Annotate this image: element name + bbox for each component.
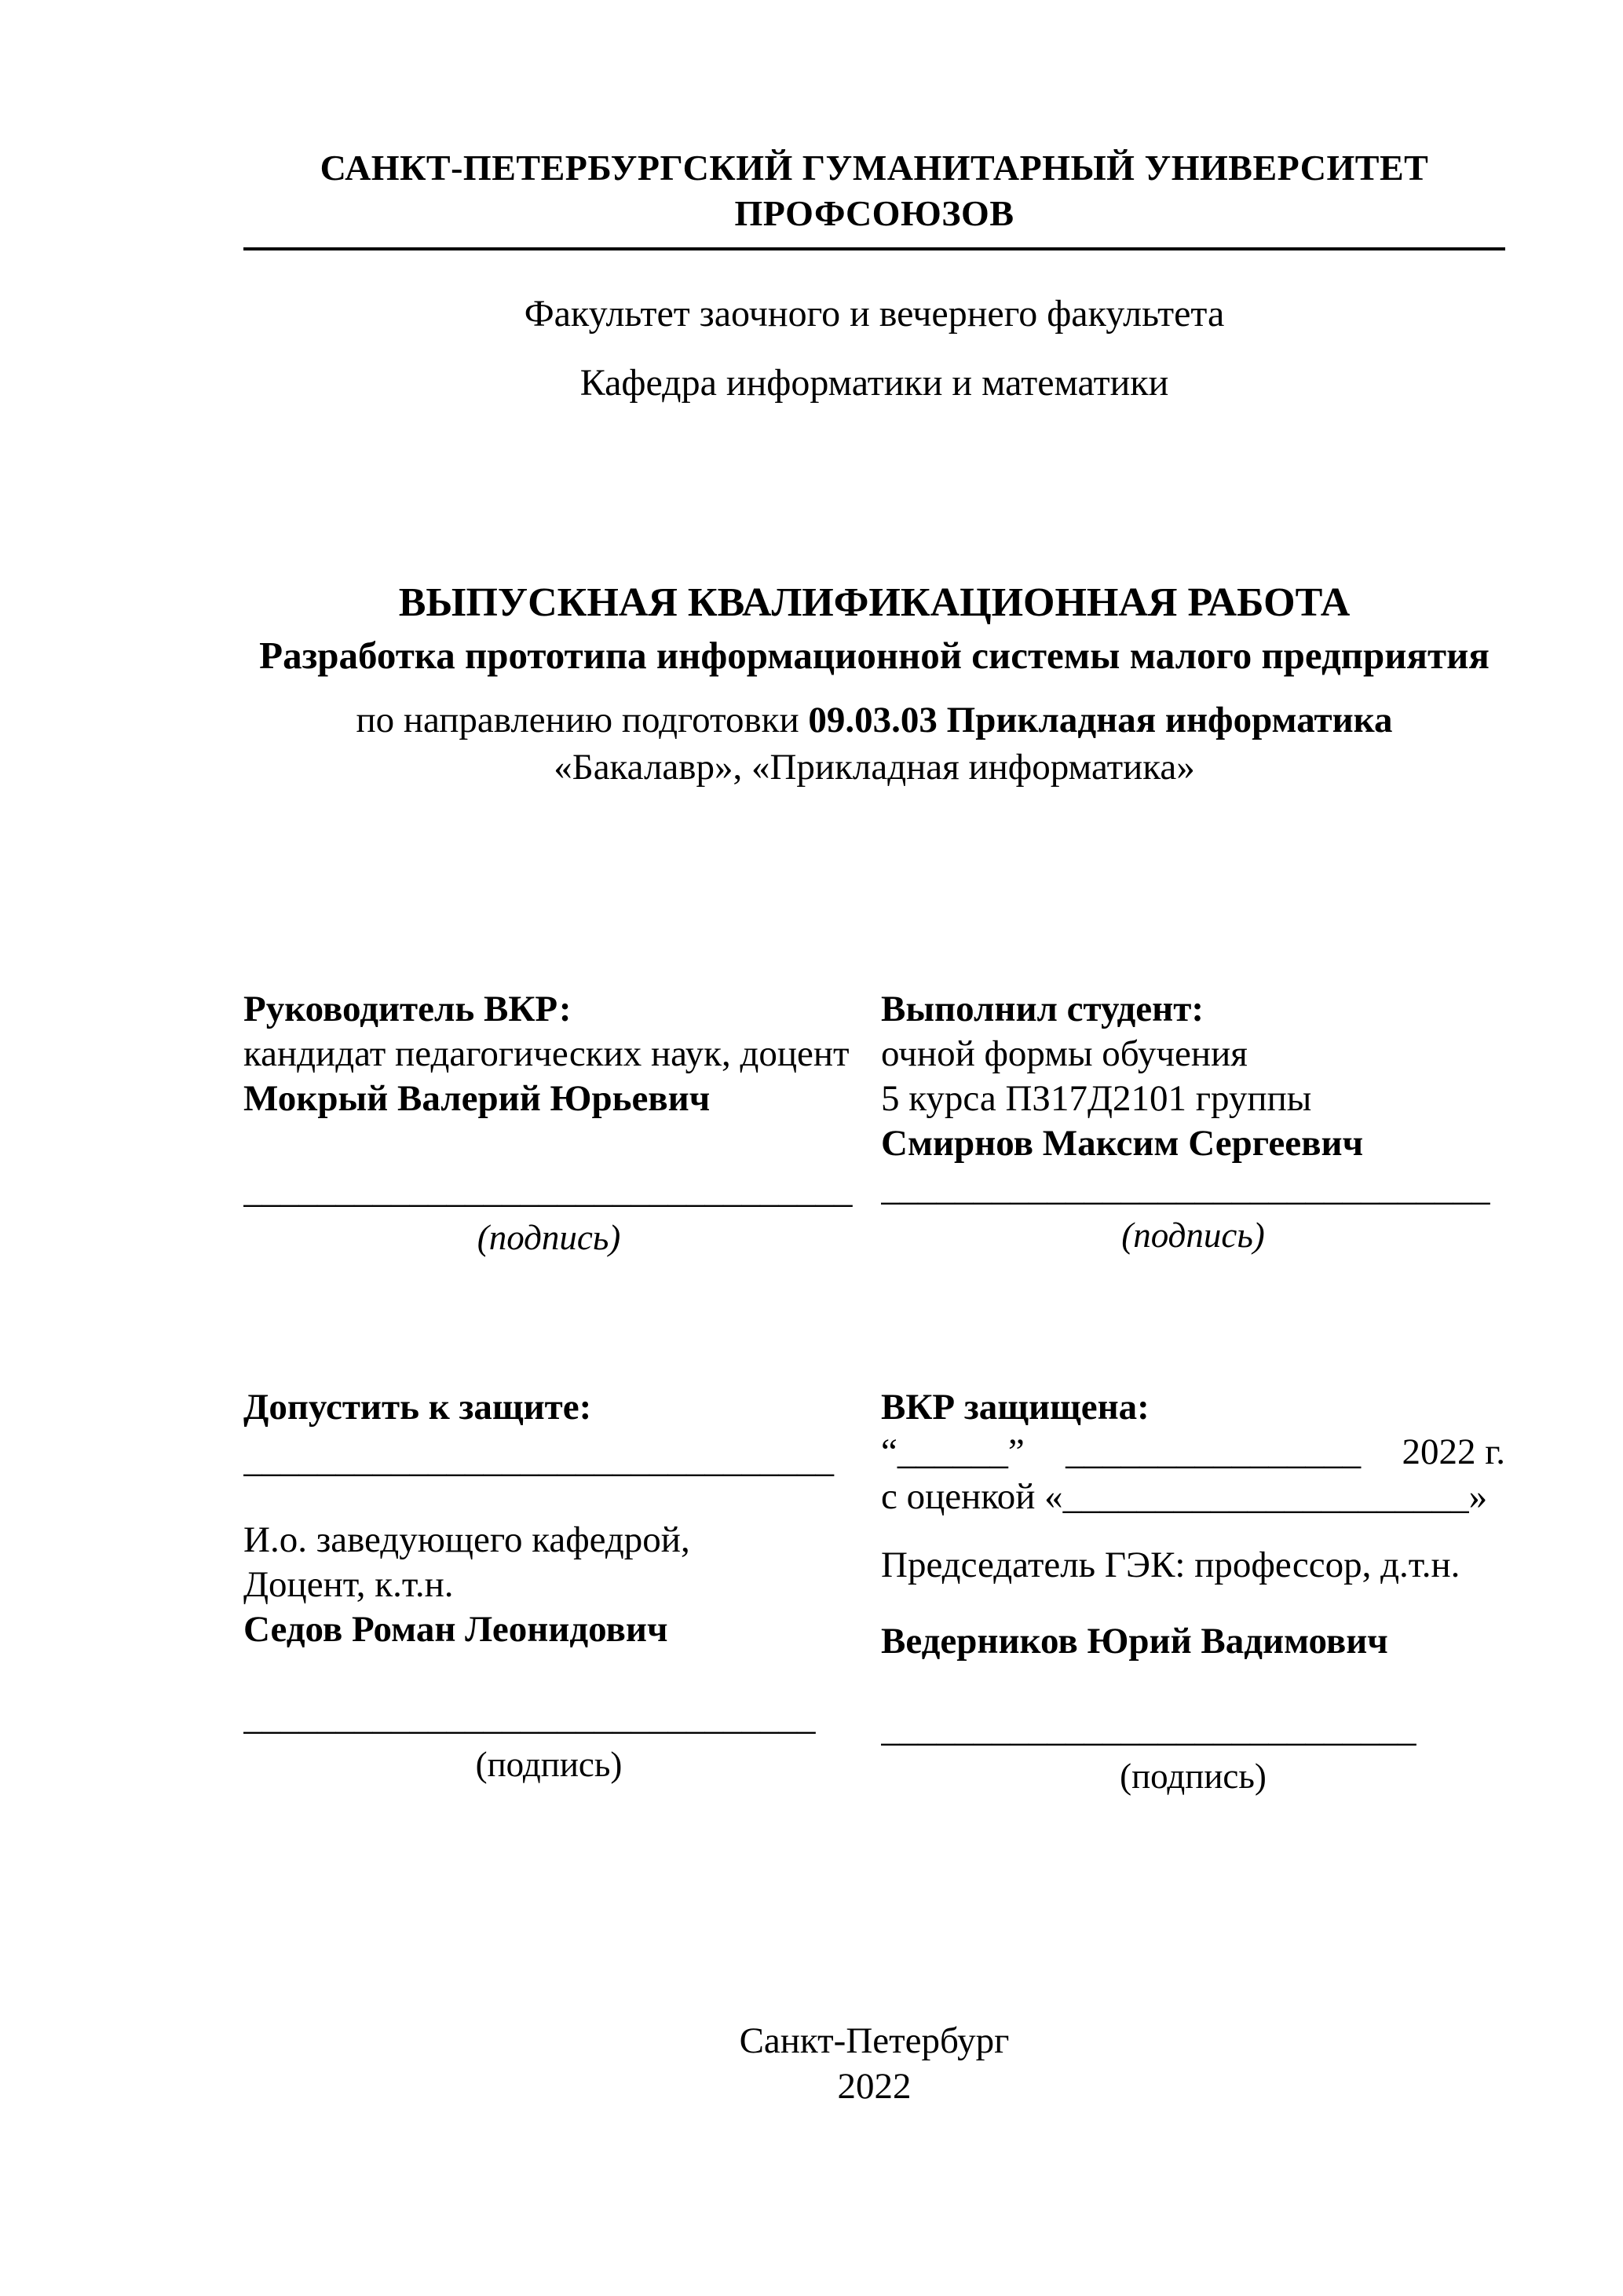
- defense-grade-line: с оценкой «______________________»: [881, 1476, 1488, 1517]
- supervisor-signature-line: _________________________________: [243, 1170, 853, 1211]
- direction-prefix: по направлению подготовки: [356, 700, 799, 740]
- student-heading: Выполнил студент:: [881, 989, 1204, 1029]
- admission-position-line-1: И.о. заведующего кафедрой,: [243, 1519, 690, 1560]
- student-study-form: очной формы обучения: [881, 1033, 1248, 1074]
- admission-position-line-2: Доцент, к.т.н.: [243, 1564, 454, 1605]
- faculty-name: Факультет заочного и вечернего факультета: [524, 293, 1225, 335]
- student-group: 5 курса ПЗ17Д2101 группы: [881, 1078, 1312, 1119]
- student-signature-caption: (подпись): [1121, 1216, 1265, 1255]
- student-name: Смирнов Максим Сергеевич: [881, 1123, 1364, 1164]
- defense-date-blank: ________________: [1066, 1431, 1362, 1472]
- defense-date-year: 2022 г.: [1402, 1431, 1505, 1472]
- supervisor-heading: Руководитель ВКР:: [243, 989, 572, 1029]
- supervisor-signature-caption: (подпись): [477, 1218, 621, 1257]
- work-type-heading: ВЫПУСКНАЯ КВАЛИФИКАЦИОННАЯ РАБОТА: [398, 580, 1351, 625]
- supervisor-name: Мокрый Валерий Юрьевич: [243, 1078, 711, 1119]
- university-name: САНКТ-ПЕТЕРБУРГСКИЙ ГУМАНИТАРНЫЙ УНИВЕРСИТЕТ ПРОФСОЮЗОВ: [243, 145, 1505, 250]
- supervisor-section: [243, 987, 854, 1260]
- admission-signature-caption: (подпись): [475, 1745, 623, 1784]
- footer-block: [243, 2018, 1505, 2109]
- thesis-title: Разработка прототипа информационной системы малого предприятия: [259, 634, 1490, 677]
- admission-section: [243, 1385, 854, 1798]
- defense-signature-line: _____________________________: [881, 1709, 1416, 1749]
- defense-chairman-name: Ведерников Юрий Вадимович: [881, 1621, 1388, 1662]
- direction-line: [243, 696, 1505, 744]
- department-name: Кафедра информатики и математики: [579, 362, 1169, 404]
- supervisor-degree: кандидат педагогических наук, доцент: [243, 1033, 850, 1074]
- admission-heading: Допустить к защите:: [243, 1387, 592, 1428]
- defense-date-line: [881, 1430, 1505, 1475]
- footer-year: 2022: [837, 2066, 912, 2107]
- admission-signature-line: _______________________________: [243, 1697, 816, 1738]
- defense-chairman-line: Председатель ГЭК: профессор, д.т.н.: [881, 1545, 1460, 1585]
- admission-head-name: Седов Роман Леонидович: [243, 1609, 668, 1650]
- student-section: [881, 987, 1505, 1260]
- direction-code: 09.03.03 Прикладная информатика: [808, 700, 1393, 740]
- defense-signature-caption: (подпись): [1120, 1757, 1267, 1796]
- defense-section: [881, 1385, 1505, 1798]
- footer-city: Санкт-Петербург: [739, 2020, 1010, 2061]
- qualification-line: «Бакалавр», «Прикладная информатика»: [554, 747, 1195, 788]
- admission-blank-line: ________________________________: [243, 1439, 834, 1480]
- defense-date-quote-blank: “______”: [881, 1431, 1025, 1472]
- defense-heading: ВКР защищена:: [881, 1387, 1150, 1428]
- title-block: [243, 579, 1505, 791]
- student-signature-line: _________________________________: [881, 1168, 1490, 1208]
